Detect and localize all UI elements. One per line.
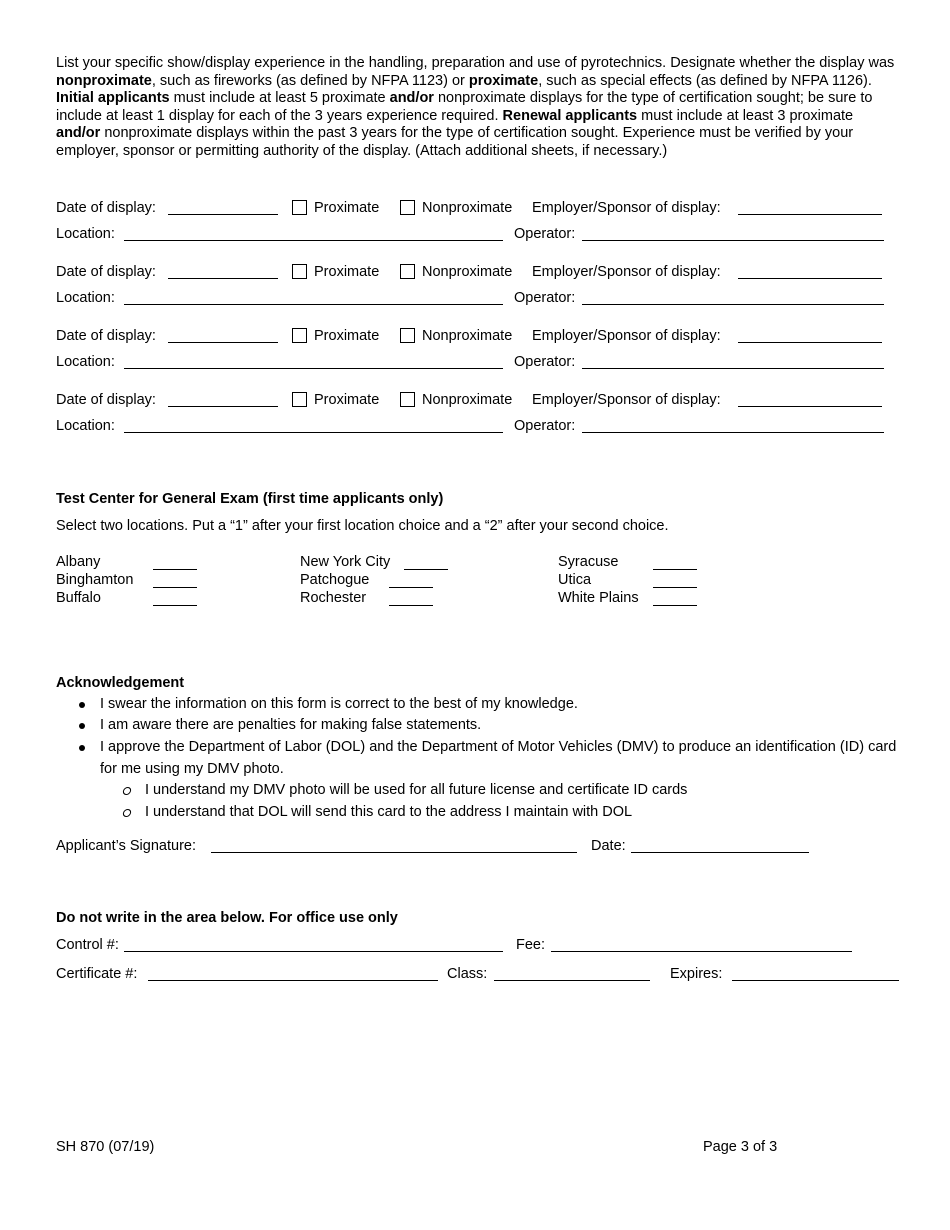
control-number-field[interactable]	[124, 951, 503, 952]
location-rochester-field[interactable]	[389, 605, 433, 606]
bullet-icon	[79, 702, 85, 708]
location-white-plains-label: White Plains	[558, 590, 639, 606]
expires-label: Expires:	[670, 966, 723, 982]
acknowledgement-sub-bullet: I understand my DMV photo will be used for all future license and certificate ID cards	[145, 782, 688, 798]
proximate-label: Proximate	[314, 264, 380, 280]
acknowledgement-sub-bullet: I understand that DOL will send this card to the address I maintain with DOL	[145, 804, 633, 820]
expires-field[interactable]	[732, 980, 899, 981]
operator-label: Operator:	[514, 418, 576, 434]
display-entry-row	[56, 391, 886, 411]
test-center-instruction: Select two locations. Put a “1” after your first location choice and a “2” after your second choice.	[56, 518, 669, 534]
acknowledgement-bullet: I am aware there are penalties for making false statements.	[100, 717, 482, 733]
proximate-label: Proximate	[314, 200, 380, 216]
operator-label: Operator:	[514, 226, 576, 242]
operator-field[interactable]	[582, 432, 884, 433]
date-of-display-label: Date of display:	[56, 328, 156, 344]
location-syracuse-field[interactable]	[653, 569, 697, 570]
employer-sponsor-field[interactable]	[738, 278, 882, 279]
acknowledgement-heading: Acknowledgement	[56, 675, 185, 691]
certificate-number-label: Certificate #:	[56, 966, 138, 982]
date-of-display-field[interactable]	[168, 342, 278, 343]
sub-bullet-icon	[122, 809, 132, 817]
employer-sponsor-field[interactable]	[738, 342, 882, 343]
location-patchogue-label: Patchogue	[300, 572, 370, 588]
display-location-row	[56, 225, 886, 245]
fee-label: Fee:	[516, 937, 546, 953]
instructions-paragraph: List your specific show/display experience in the handling, preparation and use of pyrotechnics. Designate whether the display was nonproximate, such as fireworks (as defined by NFPA 1123) or proximate, such as special effects (as defined by NFPA 1126). Initial applicants must include at least 5 proximate and/or nonproximate displays for the type of certification sought; be sure to include at least 1 display for each of the 3 years experience required. Renewal applicants must include at least 3 proximate and/or nonproximate displays within the past 3 years for the type of certification sought. Experience must be verified by your employer, sponsor or permitting authority of the display. (Attach additional sheets, if necessary.)	[56, 55, 895, 159]
display-entry-row	[56, 263, 886, 283]
location-rochester-label: Rochester	[300, 590, 367, 606]
office-use-heading: Do not write in the area below. For office use only	[56, 910, 398, 926]
location-buffalo-label: Buffalo	[56, 590, 101, 606]
location-albany-label: Albany	[56, 554, 101, 570]
nonproximate-label: Nonproximate	[422, 264, 513, 280]
operator-label: Operator:	[514, 290, 576, 306]
proximate-checkbox[interactable]	[292, 328, 307, 343]
date-of-display-label: Date of display:	[56, 200, 156, 216]
nonproximate-label: Nonproximate	[422, 392, 513, 408]
test-center-heading: Test Center for General Exam (first time applicants only)	[56, 491, 444, 507]
nonproximate-checkbox[interactable]	[400, 392, 415, 407]
location-field[interactable]	[124, 368, 503, 369]
location-utica-label: Utica	[558, 572, 592, 588]
location-albany-field[interactable]	[153, 569, 197, 570]
location-new-york-city-label: New York City	[300, 554, 391, 570]
acknowledgement-bullet: I swear the information on this form is correct to the best of my knowledge.	[100, 696, 578, 712]
signature-label: Applicant’s Signature:	[56, 838, 196, 854]
proximate-label: Proximate	[314, 328, 380, 344]
location-field[interactable]	[124, 240, 503, 241]
nonproximate-checkbox[interactable]	[400, 264, 415, 279]
display-location-row	[56, 353, 886, 373]
date-of-display-field[interactable]	[168, 406, 278, 407]
location-binghamton-label: Binghamton	[56, 572, 134, 588]
display-location-row	[56, 417, 886, 437]
date-of-display-label: Date of display:	[56, 264, 156, 280]
location-label: Location:	[56, 418, 115, 434]
operator-field[interactable]	[582, 304, 884, 305]
employer-sponsor-label: Employer/Sponsor of display:	[532, 328, 721, 344]
operator-field[interactable]	[582, 368, 884, 369]
location-buffalo-field[interactable]	[153, 605, 197, 606]
bullet-icon	[79, 723, 85, 729]
employer-sponsor-label: Employer/Sponsor of display:	[532, 264, 721, 280]
employer-sponsor-label: Employer/Sponsor of display:	[532, 392, 721, 408]
signature-date-label: Date:	[591, 838, 626, 854]
nonproximate-label: Nonproximate	[422, 200, 513, 216]
bullet-icon	[79, 745, 85, 751]
proximate-checkbox[interactable]	[292, 200, 307, 215]
proximate-checkbox[interactable]	[292, 392, 307, 407]
location-label: Location:	[56, 290, 115, 306]
office-use-row-2	[56, 965, 901, 985]
display-entry-row	[56, 199, 886, 219]
signature-row	[56, 837, 816, 857]
date-of-display-field[interactable]	[168, 278, 278, 279]
location-field[interactable]	[124, 432, 503, 433]
date-of-display-field[interactable]	[168, 214, 278, 215]
location-label: Location:	[56, 354, 115, 370]
class-label: Class:	[447, 966, 488, 982]
operator-field[interactable]	[582, 240, 884, 241]
date-of-display-label: Date of display:	[56, 392, 156, 408]
signature-date-field[interactable]	[631, 852, 809, 853]
page-number: Page 3 of 3	[703, 1139, 778, 1155]
form-id: SH 870 (07/19)	[56, 1139, 155, 1155]
employer-sponsor-label: Employer/Sponsor of display:	[532, 200, 721, 216]
display-location-row	[56, 289, 886, 309]
class-field[interactable]	[494, 980, 650, 981]
sub-bullet-icon	[122, 787, 132, 795]
location-white-plains-field[interactable]	[653, 605, 697, 606]
fee-field[interactable]	[551, 951, 852, 952]
employer-sponsor-field[interactable]	[738, 406, 882, 407]
location-field[interactable]	[124, 304, 503, 305]
location-binghamton-field[interactable]	[153, 587, 197, 588]
certificate-number-field[interactable]	[148, 980, 438, 981]
signature-field[interactable]	[211, 852, 577, 853]
nonproximate-label: Nonproximate	[422, 328, 513, 344]
nonproximate-checkbox[interactable]	[400, 328, 415, 343]
office-use-row-1	[56, 936, 856, 956]
location-utica-field[interactable]	[653, 587, 697, 588]
display-entry-row	[56, 327, 886, 347]
location-patchogue-field[interactable]	[389, 587, 433, 588]
location-label: Location:	[56, 226, 115, 242]
proximate-checkbox[interactable]	[292, 264, 307, 279]
location-new-york-city-field[interactable]	[404, 569, 448, 570]
operator-label: Operator:	[514, 354, 576, 370]
proximate-label: Proximate	[314, 392, 380, 408]
employer-sponsor-field[interactable]	[738, 214, 882, 215]
acknowledgement-bullet: I approve the Department of Labor (DOL) and the Department of Motor Vehicles (DMV) to produce an identification (ID) card for me using my DMV photo.	[100, 739, 897, 777]
location-syracuse-label: Syracuse	[558, 554, 619, 570]
control-number-label: Control #:	[56, 937, 119, 953]
nonproximate-checkbox[interactable]	[400, 200, 415, 215]
